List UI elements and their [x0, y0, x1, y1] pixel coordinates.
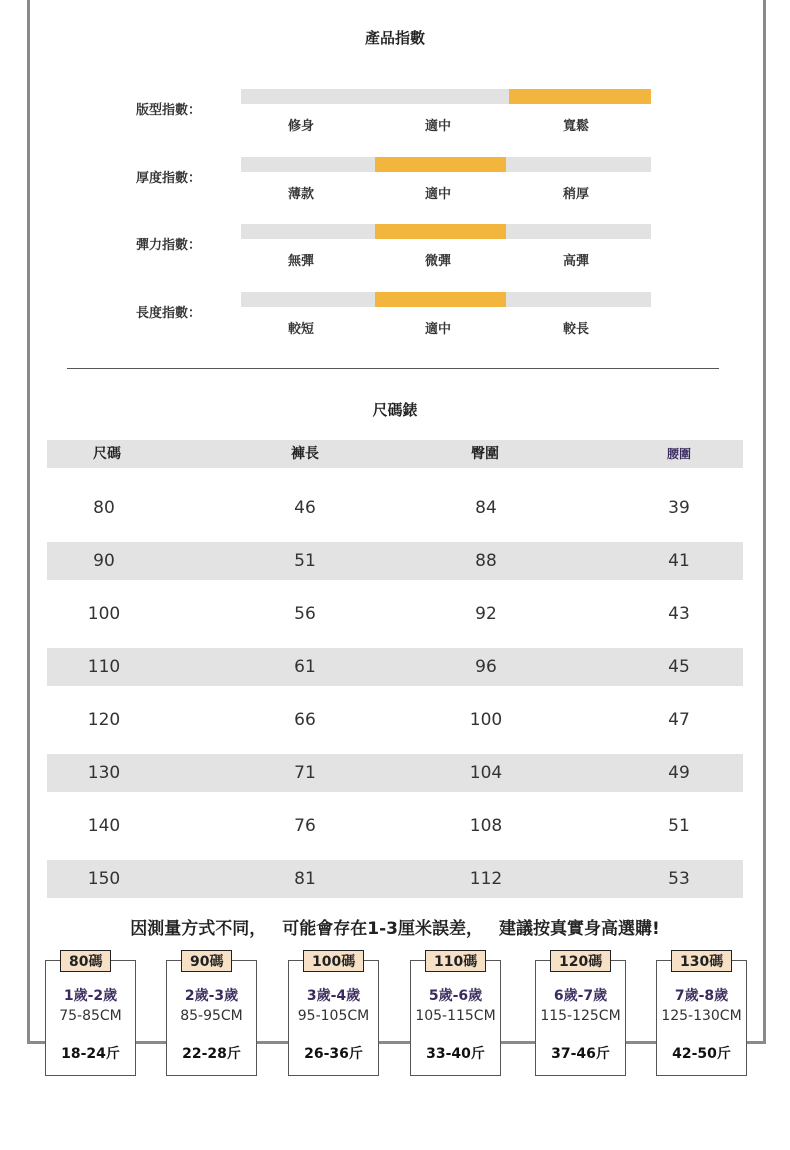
table-cell: 46	[294, 498, 316, 518]
size-card-height: 105-115CM	[415, 1008, 496, 1024]
product-index-title: 產品指數	[364, 29, 425, 47]
table-cell: 39	[668, 498, 690, 518]
notice-part-3: 建議按真實身高選購!	[498, 919, 660, 939]
index-option: 寬鬆	[562, 119, 589, 134]
size-card-weight: 37-46斤	[551, 1046, 610, 1062]
size-card-tag: 90碼	[181, 950, 232, 972]
index-option: 高彈	[562, 254, 589, 269]
table-row	[47, 595, 743, 633]
notice-part-2: 可能會存在1-3厘米誤差，	[282, 919, 483, 939]
header-hip: 臀圍	[471, 446, 499, 462]
notice-part-1: 因測量方式不同，	[130, 919, 267, 939]
size-card	[656, 954, 747, 1076]
size-card	[45, 954, 136, 1076]
size-card-age: 3歲-4歲	[306, 988, 361, 1004]
frame-right-border	[763, 0, 766, 1044]
table-cell: 120	[87, 710, 121, 730]
size-card-weight: 33-40斤	[426, 1046, 485, 1062]
size-card	[535, 954, 626, 1076]
index-bar-fill	[375, 292, 506, 307]
size-card	[288, 954, 379, 1076]
index-label: 版型指數：	[136, 103, 202, 118]
size-card	[410, 954, 501, 1076]
index-bar	[241, 292, 651, 307]
table-cell: 110	[87, 657, 121, 677]
table-cell: 41	[668, 551, 690, 571]
table-cell: 104	[469, 763, 503, 783]
size-card-tag: 100碼	[303, 950, 364, 972]
index-bar	[241, 89, 651, 104]
table-cell: 88	[475, 551, 497, 571]
table-row	[47, 807, 743, 845]
size-card-age: 5歲-6歲	[428, 988, 483, 1004]
index-option: 較長	[562, 322, 589, 337]
index-label: 彈力指數：	[136, 238, 202, 253]
index-bar	[241, 224, 651, 239]
index-bar-fill	[375, 157, 506, 172]
table-row	[47, 860, 743, 898]
size-card-tag: 130碼	[671, 950, 732, 972]
index-option: 適中	[424, 119, 451, 134]
table-cell: 49	[668, 763, 690, 783]
index-label: 厚度指數：	[136, 171, 202, 186]
size-card-age: 2歲-3歲	[184, 988, 239, 1004]
index-bar	[241, 157, 651, 172]
table-cell: 71	[294, 763, 316, 783]
table-cell: 100	[87, 604, 121, 624]
table-cell: 108	[469, 816, 503, 836]
table-cell: 47	[668, 710, 690, 730]
frame-left-border	[27, 0, 30, 1044]
size-table-title: 尺碼錶	[372, 401, 418, 419]
size-card-height: 75-85CM	[59, 1008, 122, 1024]
size-card-age: 1歲-2歲	[63, 988, 118, 1004]
index-label: 長度指數：	[136, 306, 202, 321]
table-row	[47, 648, 743, 686]
size-card-height: 95-105CM	[297, 1008, 370, 1024]
index-option: 薄款	[287, 187, 314, 202]
header-waist: 腰圍	[666, 447, 691, 461]
index-option: 微彈	[424, 254, 451, 269]
table-cell: 96	[475, 657, 497, 677]
index-option: 較短	[287, 322, 314, 337]
index-option: 修身	[287, 119, 314, 134]
size-card-weight: 22-28斤	[182, 1046, 241, 1062]
size-card-height: 85-95CM	[180, 1008, 243, 1024]
index-option: 稍厚	[562, 187, 589, 202]
table-row	[47, 754, 743, 792]
table-cell: 130	[87, 763, 121, 783]
table-cell: 80	[93, 498, 115, 518]
table-cell: 45	[668, 657, 690, 677]
table-row	[47, 542, 743, 580]
index-bar-fill	[375, 224, 506, 239]
table-cell: 51	[668, 816, 690, 836]
table-cell: 84	[475, 498, 497, 518]
size-card-height: 115-125CM	[540, 1008, 621, 1024]
size-card-tag: 80碼	[60, 950, 111, 972]
measurement-notice	[0, 914, 790, 939]
table-cell: 90	[93, 551, 115, 571]
index-option: 適中	[424, 187, 451, 202]
size-card-age: 6歲-7歲	[553, 988, 608, 1004]
section-divider	[67, 368, 719, 369]
index-bar-fill	[509, 89, 651, 104]
size-card-weight: 42-50斤	[672, 1046, 731, 1062]
header-size: 尺碼	[93, 446, 121, 462]
table-cell: 56	[294, 604, 316, 624]
table-cell: 81	[294, 869, 316, 889]
header-length: 褲長	[291, 446, 319, 462]
table-row	[47, 701, 743, 739]
size-card-height: 125-130CM	[661, 1008, 742, 1024]
table-cell: 112	[469, 869, 503, 889]
table-cell: 150	[87, 869, 121, 889]
table-cell: 43	[668, 604, 690, 624]
size-card-age: 7歲-8歲	[674, 988, 729, 1004]
table-row	[47, 489, 743, 527]
table-cell: 76	[294, 816, 316, 836]
size-card-tag: 110碼	[425, 950, 486, 972]
size-card-tag: 120碼	[550, 950, 611, 972]
index-option: 適中	[424, 322, 451, 337]
index-option: 無彈	[287, 254, 314, 269]
size-card	[166, 954, 257, 1076]
table-cell: 92	[475, 604, 497, 624]
table-cell: 66	[294, 710, 316, 730]
table-cell: 51	[294, 551, 316, 571]
table-cell: 140	[87, 816, 121, 836]
size-table-header	[47, 440, 743, 468]
size-card-weight: 18-24斤	[61, 1046, 120, 1062]
size-card-weight: 26-36斤	[304, 1046, 363, 1062]
table-cell: 100	[469, 710, 503, 730]
table-cell: 61	[294, 657, 316, 677]
table-cell: 53	[668, 869, 690, 889]
